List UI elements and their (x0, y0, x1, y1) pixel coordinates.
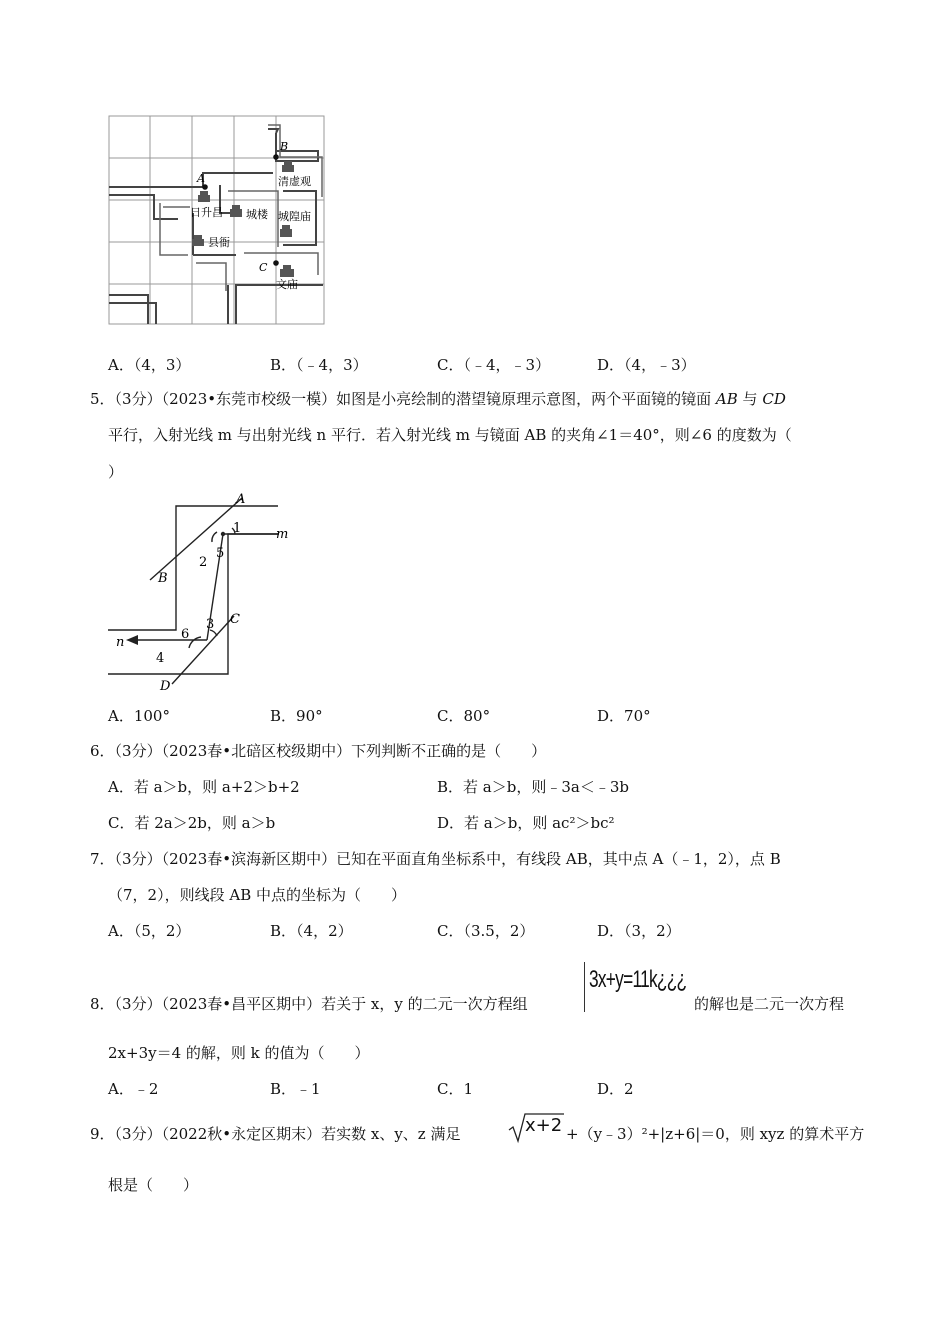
place-rishengchang: 日升昌 (190, 206, 223, 219)
place-chenglou: 城楼 (246, 208, 268, 221)
point-a-marker (202, 184, 208, 190)
q4-option-c[interactable]: C．（﹣4，﹣3） (437, 356, 551, 374)
q7-option-c[interactable]: C．（3.5，2） (437, 922, 535, 940)
q6-option-a[interactable]: A．若 a＞b，则 a+2＞b+2 (108, 778, 300, 796)
q8-equation: 3x+y=11k¿¿¿ (589, 966, 687, 993)
sqrt-radicand: x+2 (525, 1115, 563, 1136)
place-qingxuguan: 清虚观 (278, 175, 311, 188)
q4-option-d[interactable]: D．（4，﹣3） (597, 356, 696, 374)
q6-stem: 6．（3分）（2023春•北碚区校级期中）下列判断不正确的是（ ） (90, 742, 547, 760)
q8-option-c[interactable]: C．1 (437, 1080, 474, 1098)
q7-stem-line1: 7．（3分）（2023春•滨海新区期中）已知在平面直角坐标系中，有线段 AB，其中点 A（﹣1，2），点 B (90, 850, 781, 868)
q8-option-d[interactable]: D．2 (597, 1080, 634, 1098)
angle-2: 2 (199, 555, 208, 570)
point-c-marker (273, 260, 279, 266)
periscope-figure (104, 488, 304, 693)
label-d: D (160, 679, 171, 693)
q5-option-b[interactable]: B．90° (270, 707, 323, 725)
angle-5: 5 (216, 546, 225, 561)
q7-option-b[interactable]: B．（4，2） (270, 922, 353, 940)
q8-stem-line2: 2x+3y＝4 的解，则 k 的值为（ ） (108, 1044, 370, 1062)
q5-option-a[interactable]: A．100° (108, 707, 170, 725)
label-c: C (230, 612, 240, 627)
angle-4: 4 (156, 651, 165, 666)
angle-1: 1 (233, 521, 242, 536)
point-c-label: C (259, 261, 268, 274)
q5-option-c[interactable]: C．80° (437, 707, 491, 725)
place-xianya: 县衙 (208, 236, 230, 249)
point-a-label: A (197, 172, 205, 185)
label-a: A (236, 492, 246, 507)
q8-option-a[interactable]: A．﹣2 (108, 1080, 159, 1098)
q6-option-d[interactable]: D．若 a＞b，则 ac²＞bc² (437, 814, 615, 832)
q9-stem-line2: 根是（ ） (108, 1176, 199, 1194)
place-wenmiao: 文庙 (276, 278, 298, 291)
q4-option-b[interactable]: B．（﹣4，3） (270, 356, 368, 374)
angle-6: 6 (181, 627, 190, 642)
point-b-marker (273, 154, 279, 160)
q9-stem-line1b: +（y﹣3）²+|z+6|＝0，则 xyz 的算术平方 (566, 1125, 865, 1143)
q9-stem-line1a: 9．（3分）（2022秋•永定区期末）若实数 x、y、z 满足 (90, 1125, 461, 1143)
q6-option-b[interactable]: B．若 a＞b，则﹣3a＜﹣3b (437, 778, 629, 796)
angle-3: 3 (206, 617, 215, 632)
q5-stem-line1: 5．（3分）（2023•东莞市校级一模）如图是小亮绘制的潜望镜原理示意图，两个平面镜的镜面 AB 与 CD (90, 390, 786, 408)
q5-stem-line3: ） (108, 463, 124, 481)
q7-option-a[interactable]: A．（5，2） (108, 922, 191, 940)
map-figure (108, 115, 328, 327)
q7-option-d[interactable]: D．（3，2） (597, 922, 681, 940)
point-b-label: B (280, 140, 289, 153)
q7-stem-line2: （7，2），则线段 AB 中点的坐标为（ ） (108, 886, 406, 904)
q8-brace (584, 962, 587, 1012)
q8-stem-line1a: 8．（3分）（2023春•昌平区期中）若关于 x，y 的二元一次方程组 (90, 995, 528, 1013)
q5-stem-line2: 平行，入射光线 m 与出射光线 n 平行．若入射光线 m 与镜面 AB 的夹角∠1＝40°，则∠6 的度数为（ (108, 426, 792, 444)
place-chenghuangmiao: 城隍庙 (278, 210, 311, 223)
label-m: m (276, 527, 289, 542)
q4-option-a[interactable]: A．（4，3） (108, 356, 191, 374)
q8-option-b[interactable]: B．﹣1 (270, 1080, 321, 1098)
q6-option-c[interactable]: C．若 2a＞2b，则 a＞b (108, 814, 276, 832)
q5-option-d[interactable]: D．70° (597, 707, 651, 725)
label-b: B (158, 571, 168, 586)
label-n: n (116, 635, 125, 650)
q8-stem-line1b: 的解也是二元一次方程 (694, 995, 845, 1013)
